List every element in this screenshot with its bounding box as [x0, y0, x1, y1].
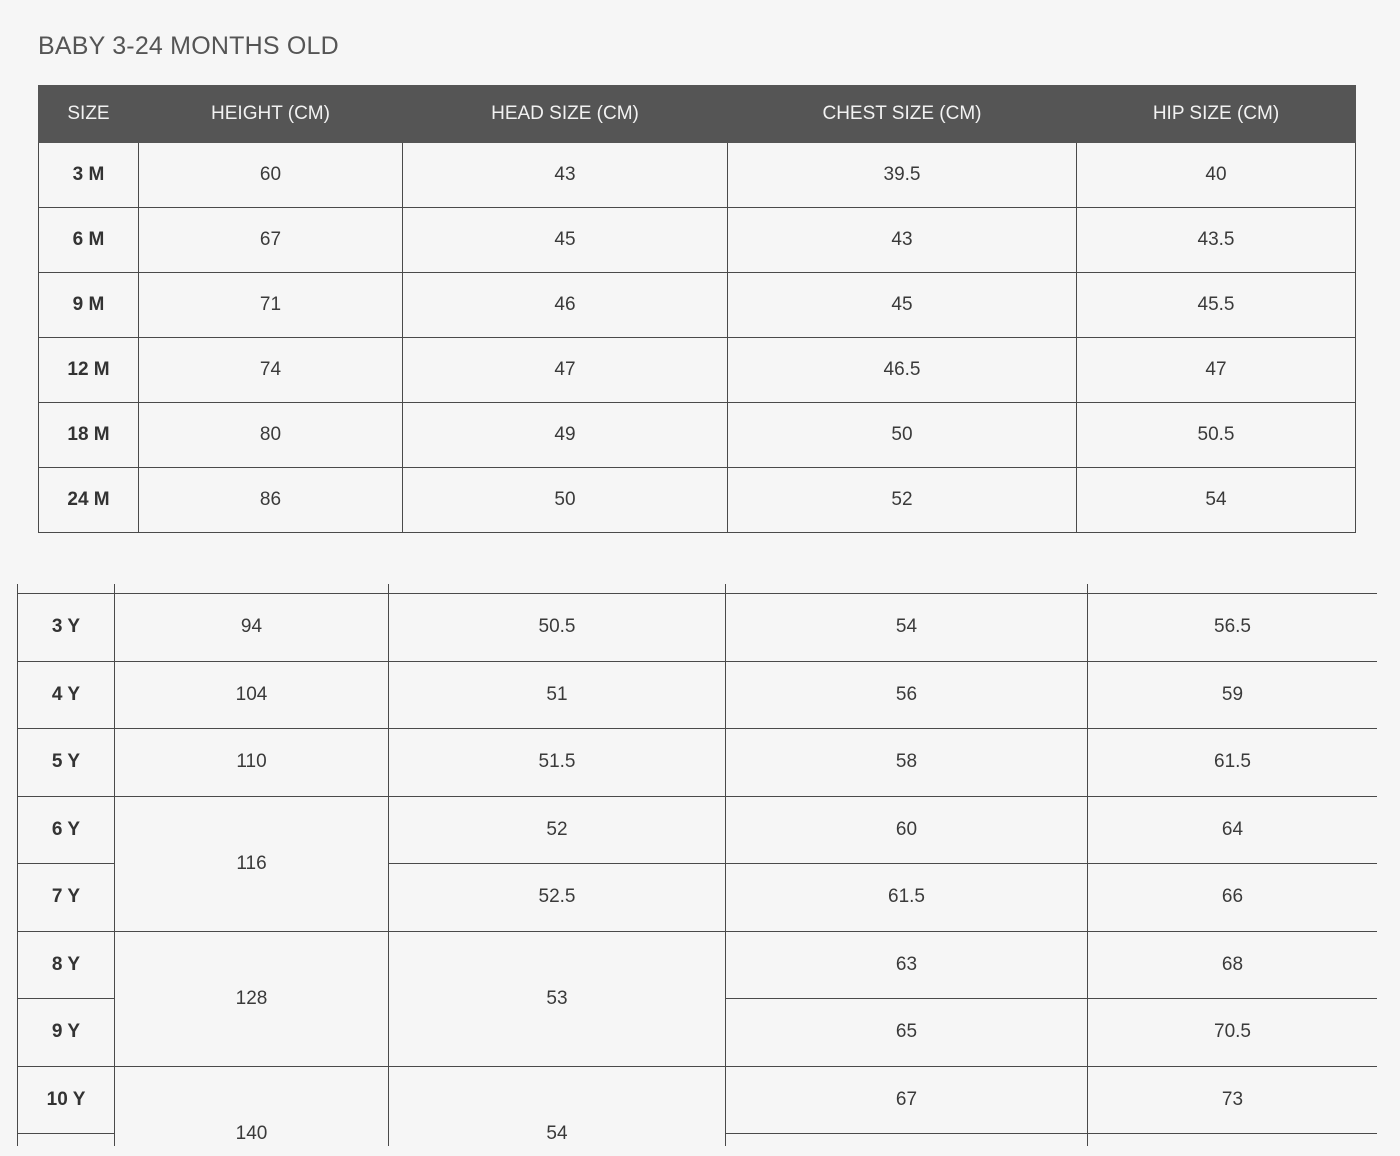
head-cell: 49 [403, 403, 728, 468]
head-cell: 50 [403, 468, 728, 533]
head-cell: 51 [389, 661, 726, 729]
size-cell: 7 Y [18, 864, 115, 932]
blank-cell [1088, 584, 1378, 594]
head-cell: 46 [403, 273, 728, 338]
height-cell: 116 [115, 796, 389, 931]
hip-cell: 64 [1088, 796, 1378, 864]
table-header-row [39, 86, 1356, 143]
chest-cell: 46.5 [728, 338, 1077, 403]
chest-cell: 50 [728, 403, 1077, 468]
chest-cell: 39.5 [728, 143, 1077, 208]
height-cell: 80 [139, 403, 403, 468]
chest-cell: 58 [726, 729, 1088, 797]
hip-cell: 73 [1088, 1066, 1378, 1134]
head-cell: 52.5 [389, 864, 726, 932]
table-row [18, 594, 1378, 662]
table-row [18, 796, 1378, 864]
kids-size-table [17, 584, 1377, 1146]
head-cell: 54 [389, 1066, 726, 1146]
chest-cell: 65 [726, 999, 1088, 1067]
hip-cell: 56.5 [1088, 594, 1378, 662]
blank-cell [389, 584, 726, 594]
size-cell: 6 Y [18, 796, 115, 864]
table-row [39, 143, 1356, 208]
size-cell: 9 M [39, 273, 139, 338]
header-size: SIZE [39, 86, 139, 143]
size-cell: 3 Y [18, 594, 115, 662]
height-cell: 140 [115, 1066, 389, 1146]
page-title: BABY 3-24 MONTHS OLD [38, 32, 339, 60]
size-cell: 10 Y [18, 1066, 115, 1134]
size-cell: 3 M [39, 143, 139, 208]
hip-cell: 61.5 [1088, 729, 1378, 797]
chest-cell: 43 [728, 208, 1077, 273]
hip-cell: 50.5 [1077, 403, 1356, 468]
table-row [39, 338, 1356, 403]
size-cell: 5 Y [18, 729, 115, 797]
hip-cell: 54 [1077, 468, 1356, 533]
hip-cell: 66 [1088, 864, 1378, 932]
header-hip-size: HIP SIZE (CM) [1077, 86, 1356, 143]
hip-cell: 70.5 [1088, 999, 1378, 1067]
chest-cell: 63 [726, 931, 1088, 999]
head-cell: 53 [389, 931, 726, 1066]
chest-cell: 67 [726, 1066, 1088, 1134]
table-row [18, 1066, 1378, 1134]
size-cell: 8 Y [18, 931, 115, 999]
size-cell: 9 Y [18, 999, 115, 1067]
header-chest-size: CHEST SIZE (CM) [728, 86, 1077, 143]
chest-cell: 52 [728, 468, 1077, 533]
height-cell: 94 [115, 594, 389, 662]
table-row [39, 273, 1356, 338]
size-cell: 4 Y [18, 661, 115, 729]
height-cell: 110 [115, 729, 389, 797]
head-cell: 52 [389, 796, 726, 864]
blank-cell [18, 584, 115, 594]
head-cell: 43 [403, 143, 728, 208]
blank-cell [1088, 1134, 1378, 1147]
size-cell: 18 M [39, 403, 139, 468]
head-cell: 45 [403, 208, 728, 273]
table-header-row-offscreen [18, 584, 1378, 594]
table-row [39, 468, 1356, 533]
blank-cell [726, 584, 1088, 594]
chest-cell: 60 [726, 796, 1088, 864]
table-row [18, 729, 1378, 797]
hip-cell: 40 [1077, 143, 1356, 208]
hip-cell: 45.5 [1077, 273, 1356, 338]
blank-cell [18, 1134, 115, 1147]
height-cell: 71 [139, 273, 403, 338]
chest-cell: 61.5 [726, 864, 1088, 932]
height-cell: 60 [139, 143, 403, 208]
hip-cell: 59 [1088, 661, 1378, 729]
table-row [18, 661, 1378, 729]
head-cell: 50.5 [389, 594, 726, 662]
size-cell: 24 M [39, 468, 139, 533]
chest-cell: 56 [726, 661, 1088, 729]
blank-cell [726, 1134, 1088, 1147]
header-head-size: HEAD SIZE (CM) [403, 86, 728, 143]
head-cell: 47 [403, 338, 728, 403]
height-cell: 67 [139, 208, 403, 273]
header-height: HEIGHT (CM) [139, 86, 403, 143]
kids-size-table-viewport[interactable] [17, 584, 1377, 1146]
head-cell: 51.5 [389, 729, 726, 797]
height-cell: 104 [115, 661, 389, 729]
hip-cell: 43.5 [1077, 208, 1356, 273]
size-cell: 12 M [39, 338, 139, 403]
blank-cell [115, 584, 389, 594]
baby-size-table [38, 85, 1356, 533]
hip-cell: 47 [1077, 338, 1356, 403]
table-row [18, 931, 1378, 999]
size-cell: 6 M [39, 208, 139, 273]
height-cell: 128 [115, 931, 389, 1066]
height-cell: 86 [139, 468, 403, 533]
chest-cell: 54 [726, 594, 1088, 662]
table-row [39, 403, 1356, 468]
height-cell: 74 [139, 338, 403, 403]
chest-cell: 45 [728, 273, 1077, 338]
table-row [39, 208, 1356, 273]
hip-cell: 68 [1088, 931, 1378, 999]
